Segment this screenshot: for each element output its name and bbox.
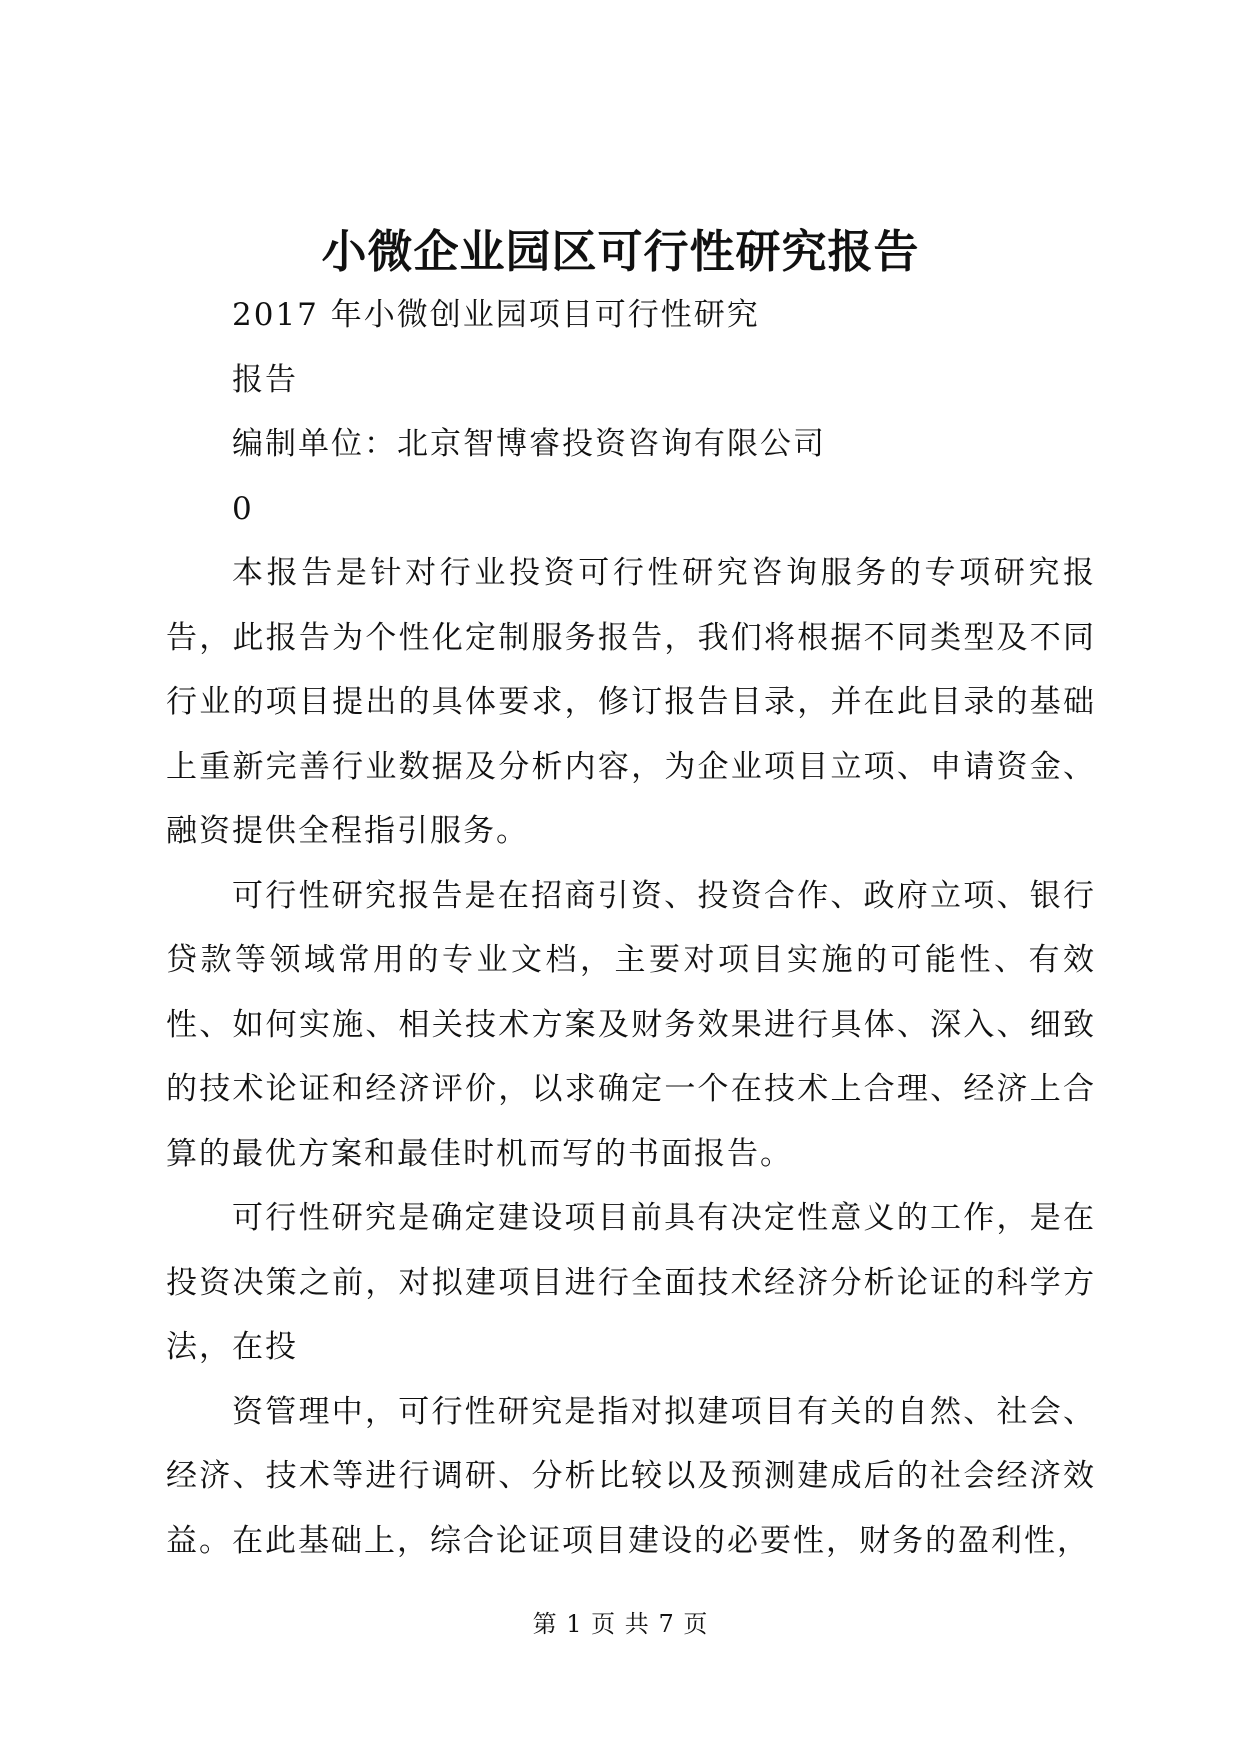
number-line: 0 (232, 490, 254, 527)
document-title: 小微企业园区可行性研究报告 (321, 225, 920, 278)
paragraph-1: 本报告是针对行业投资可行性研究咨询服务的专项研究报告，此报告为个性化定制服务报告，我们将根据不同类型及不同行业的项目提出的具体要求，修订报告目录，并在此目录的基础上重新完善行业数据及分析内容，为企业项目立项、申请资金、融资提供全程指引服务。 (166, 555, 1096, 849)
paragraph-2: 可行性研究报告是在招商引资、投资合作、政府立项、银行贷款等领域常用的专业文档，主要对项目实施的可能性、有效性、如何实施、相关技术方案及财务效果进行具体、深入、细致的技术论证和经济评价，以求确定一个在技术上合理、经济上合算的最优方案和最佳时机而写的书面报告。 (166, 877, 1096, 1172)
document-body (166, 283, 1096, 1573)
subtitle-line: 2017 年小微创业园项目可行性研究 (232, 297, 760, 333)
page-footer: 第 1 页 共 7 页 (532, 1610, 709, 1638)
paragraph-3: 可行性研究是确定建设项目前具有决定性意义的工作，是在投资决策之前，对拟建项目进行全面技术经济分析论证的科学方法，在投 (166, 1200, 1096, 1365)
compiler-line: 编制单位：北京智博睿投资咨询有限公司 (232, 426, 826, 462)
paragraph-4: 资管理中，可行性研究是指对拟建项目有关的自然、社会、经济、技术等进行调研、分析比较以及预测建成后的社会经济效益。在此基础上，综合论证项目建设的必要性，财务的盈利性， (166, 1393, 1096, 1559)
subtitle-line-continued: 报告 (232, 361, 298, 398)
